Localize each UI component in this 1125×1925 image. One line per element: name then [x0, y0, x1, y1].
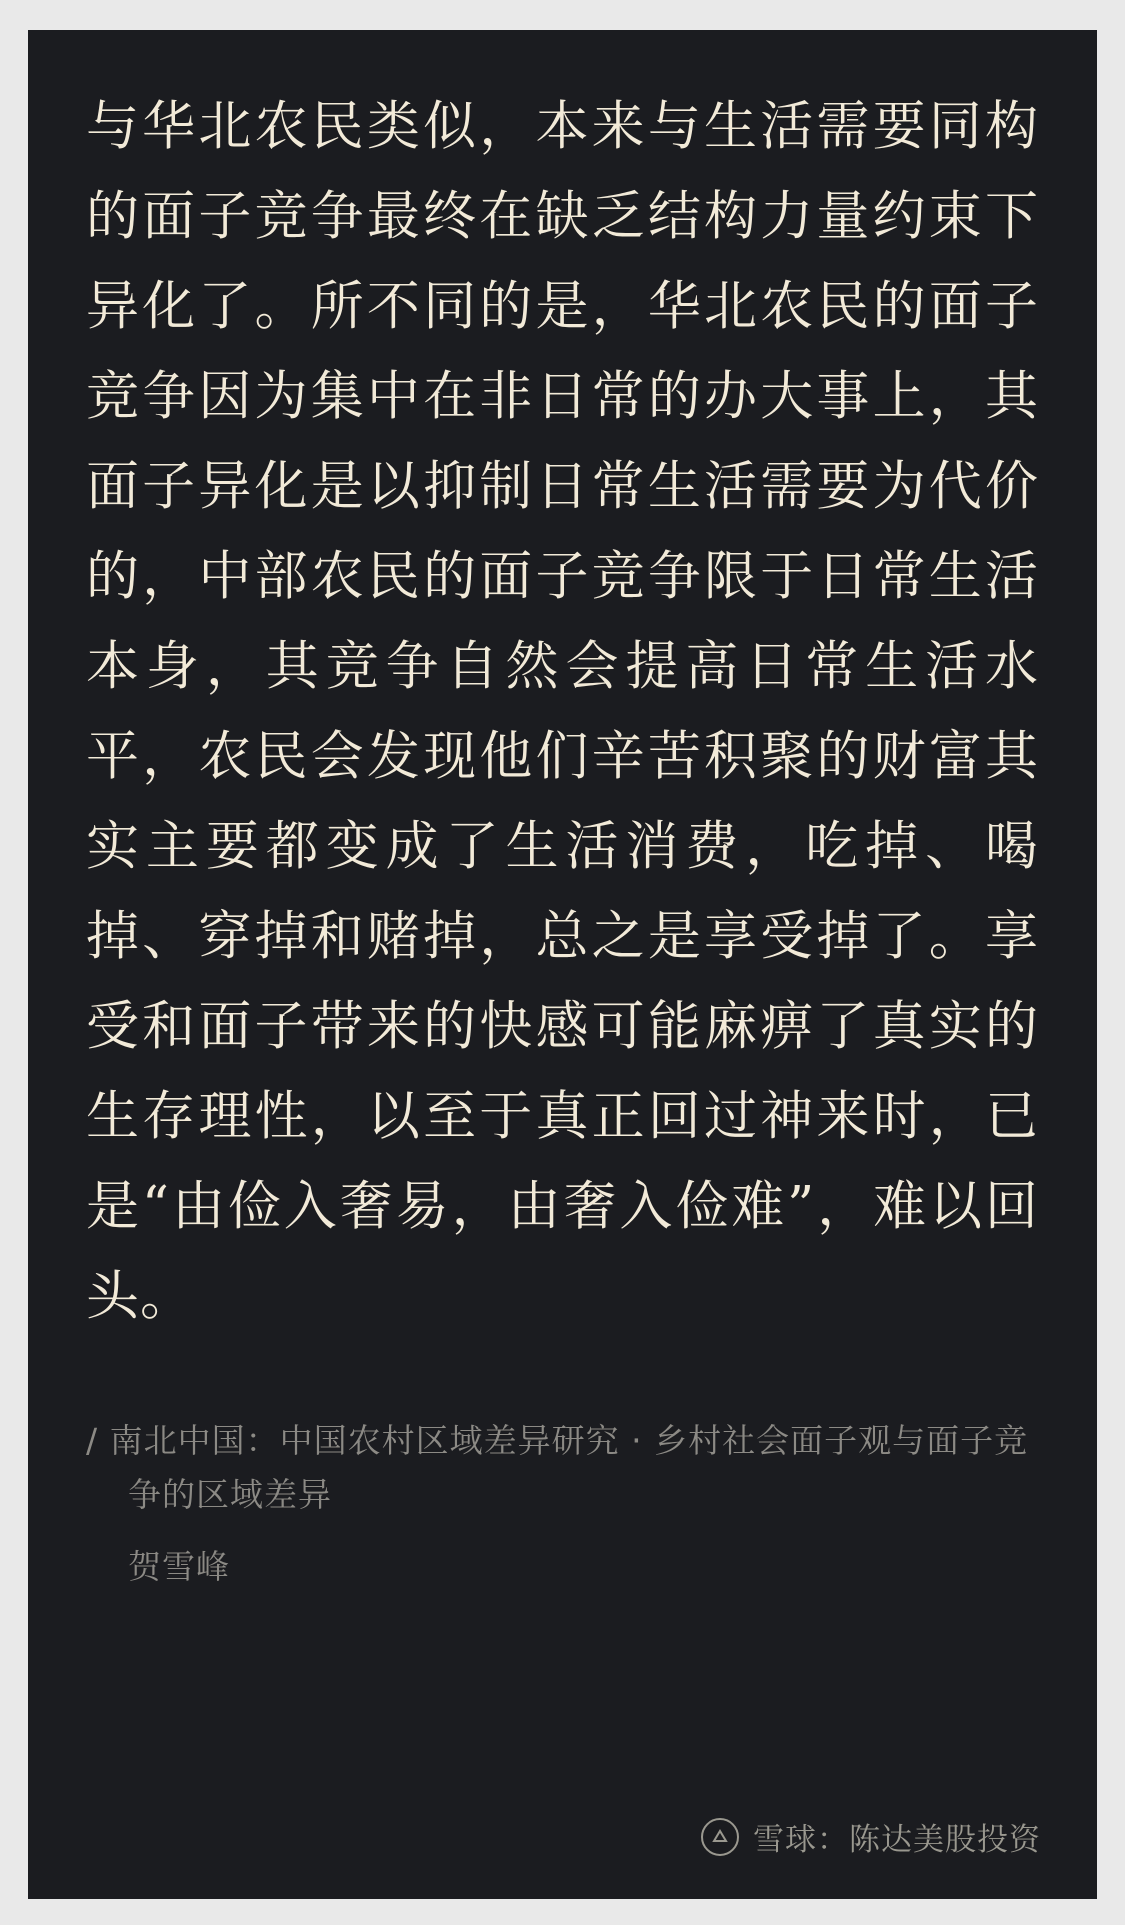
source-prefix: / — [86, 1421, 99, 1460]
source-title-text: 南北中国：中国农村区域差异研究 · 乡村社会面子观与面子竞争的区域差异 — [109, 1421, 1029, 1514]
footer-watermark — [701, 1814, 1041, 1859]
source-title — [86, 1414, 1039, 1522]
quote-text: 与华北农民类似，本来与生活需要同构的面子竞争最终在缺乏结构力量约束下异化了。所不同的是，华北农民的面子竞争因为集中在非日常的办大事上，其面子异化是以抑制日常生活需要为代价的，中部农民的面子竞争限于日常生活本身，其竞争自然会提高日常生活水平，农民会发现他们辛苦积聚的财富其实主要都变成了生活消费，吃掉、喝掉、穿掉和赌掉，总之是享受掉了。享受和面子带来的快感可能麻痹了真实的生存理性，以至于真正回过神来时，已是“由俭入奢易，由奢入俭难”，难以回头。 — [86, 96, 1039, 1327]
source-block — [86, 1414, 1039, 1594]
xueqiu-logo-icon — [701, 1818, 739, 1856]
footer-text: 雪球：陈达美股投资 — [753, 1822, 1041, 1858]
source-author: 贺雪峰 — [128, 1547, 230, 1586]
quote-card — [28, 30, 1097, 1899]
